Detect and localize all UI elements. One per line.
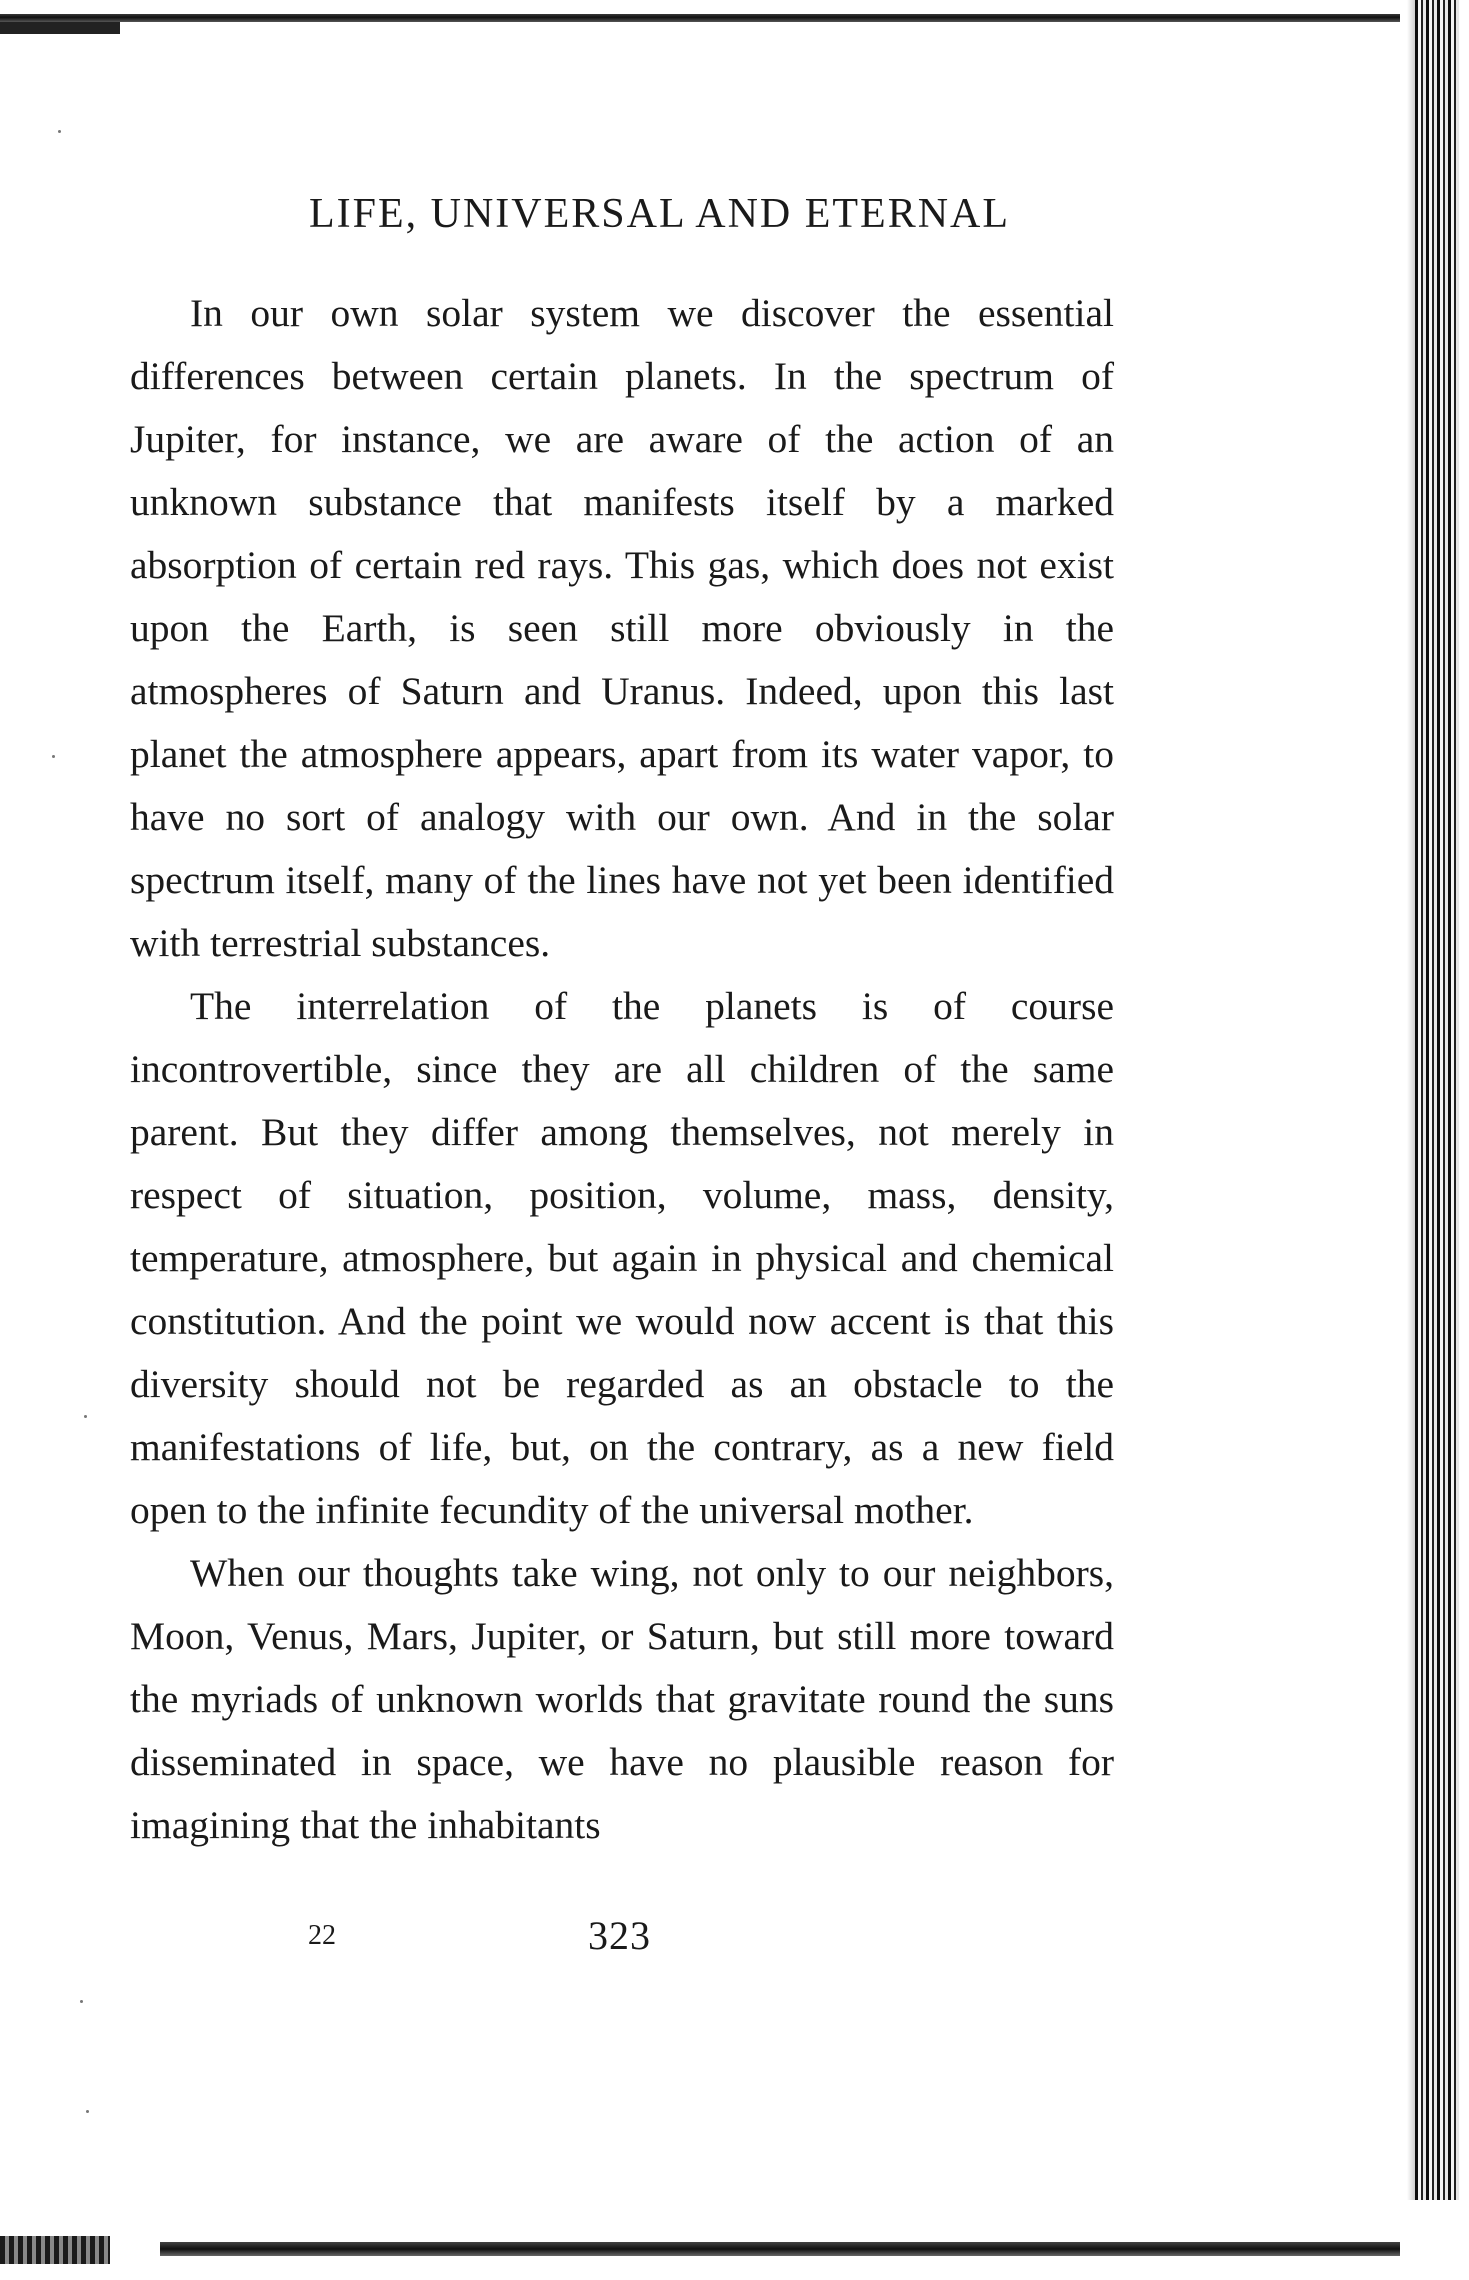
page-footer: [0, 1912, 1469, 1972]
paragraph-2: The interrelation of the planets is of course incontrovertible, since they are all children of the same parent. But they differ among themselves, not merely in respect of situation, position, volume, mass, density, temperature, atmosphere, but again in physical and chemical constitution. And the point we would now accent is that this diversity should not be regarded as an obstacle to the manifestations of life, but, on the contrary, as a new field open to the infinite fecundity of the universal mother.: [130, 984, 1114, 1532]
scan-bottom-edge: [160, 2242, 1400, 2256]
body-text: [130, 282, 1114, 1857]
running-head-text: LIFE, UNIVERSAL AND ETERNAL: [308, 191, 1011, 237]
scan-speck: [86, 2110, 89, 2113]
paragraph-3: When our thoughts take wing, not only to our neighbors, Moon, Venus, Mars, Jupiter, or Saturn, but still more toward the myriads of unknown worlds that gravitate round the suns disseminated in space, we have no plausible reason for imagining that the inhabitants: [130, 1551, 1114, 1847]
scan-bottom-left-edge: [0, 2236, 110, 2264]
paragraph-1: In our own solar system we discover the essential differences between certain planets. In the spectrum of Jupiter, for instance, we are aware of the action of an unknown substance that manifests itself by a marked absorption of certain red rays. This gas, which does not exist upon the Earth, is seen still more obviously in the atmospheres of Saturn and Uranus. Indeed, upon this last planet the atmosphere appears, apart from its water vapor, to have no sort of analogy with our own. And in the solar spectrum itself, many of the lines have not yet been identified with terrestrial substances.: [130, 291, 1114, 965]
page-number: 323: [588, 1913, 651, 1958]
scan-top-edge: [0, 14, 1400, 22]
scan-gutter-shadow: [1407, 0, 1415, 2200]
signature-mark: 22: [308, 1920, 336, 1951]
scan-top-left-edge: [0, 22, 120, 34]
running-head: [0, 190, 1469, 238]
scan-speck: [58, 130, 61, 133]
scan-speck: [80, 2000, 83, 2003]
scan-speck: [52, 755, 55, 758]
scan-speck: [84, 1415, 87, 1418]
scan-right-edge: [1415, 0, 1459, 2200]
